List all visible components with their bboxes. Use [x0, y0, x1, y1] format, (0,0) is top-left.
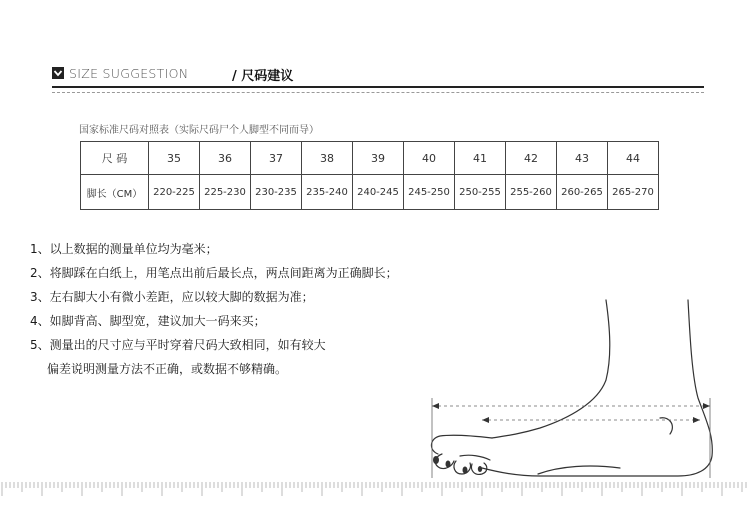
ruler-icon — [0, 478, 750, 500]
length-cell: 260-265 — [557, 175, 608, 210]
size-cell: 40 — [404, 142, 455, 175]
foot-side-view-icon — [420, 298, 730, 483]
note-item — [30, 333, 398, 381]
table-caption: 国家标准尺码对照表（实际尺码尸个人脚型不同而导） — [79, 125, 319, 136]
header-rule — [52, 86, 704, 88]
note-number: 3、 — [30, 290, 50, 304]
note-item — [30, 285, 398, 309]
length-cell: 265-270 — [608, 175, 659, 210]
note-text: 测量出的尺寸应与平时穿着尺码大致相同，如有较大 — [49, 338, 326, 352]
size-cell: 44 — [608, 142, 659, 175]
section-header — [52, 64, 702, 86]
row-label-length: 脚长（CM） — [81, 175, 149, 210]
length-cell: 225-230 — [200, 175, 251, 210]
size-cell: 36 — [200, 142, 251, 175]
length-cell: 230-235 — [251, 175, 302, 210]
row-label-size: 尺 码 — [81, 142, 149, 175]
size-cell: 41 — [455, 142, 506, 175]
header-dashed-divider — [52, 92, 704, 93]
note-item — [30, 309, 398, 333]
note-number: 4、 — [30, 314, 50, 328]
note-number: 2、 — [30, 266, 50, 280]
note-number: 5、 — [30, 338, 50, 352]
table-row-lengths — [81, 175, 659, 210]
note-text-continued: 偏差说明测量方法不正确，或数据不够精确。 — [47, 362, 288, 376]
note-text: 将脚踩在白纸上，用笔点出前后最长点，两点间距离为正确脚长； — [49, 266, 398, 280]
size-cell: 42 — [506, 142, 557, 175]
header-title-en: SIZE SUGGESTION — [69, 66, 189, 81]
note-text: 如脚背高、脚型宽，建议加大一码来买； — [49, 314, 266, 328]
note-text: 以上数据的测量单位均为毫米； — [49, 242, 218, 256]
size-cell: 37 — [251, 142, 302, 175]
size-cell: 35 — [149, 142, 200, 175]
length-cell: 245-250 — [404, 175, 455, 210]
table-row-sizes — [81, 142, 659, 175]
length-cell: 255-260 — [506, 175, 557, 210]
length-cell: 220-225 — [149, 175, 200, 210]
size-chart-table — [80, 141, 659, 210]
length-cell: 240-245 — [353, 175, 404, 210]
note-item — [30, 261, 398, 285]
note-number: 1、 — [30, 242, 50, 256]
chevron-box-icon — [52, 67, 64, 79]
size-cell: 39 — [353, 142, 404, 175]
note-text: 左右脚大小有微小差距，应以较大脚的数据为准； — [49, 290, 314, 304]
header-title-cn: / 尺码建议 — [232, 69, 294, 84]
size-cell: 43 — [557, 142, 608, 175]
length-cell: 250-255 — [455, 175, 506, 210]
length-cell: 235-240 — [302, 175, 353, 210]
measurement-notes — [30, 237, 398, 381]
note-item — [30, 237, 398, 261]
size-cell: 38 — [302, 142, 353, 175]
